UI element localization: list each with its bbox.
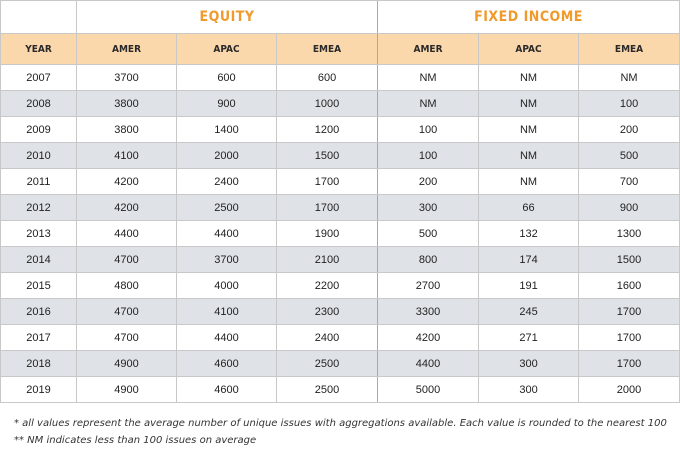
equity-apac-cell: 900 — [177, 91, 277, 117]
year-cell: 2011 — [1, 169, 77, 195]
table-row — [1, 65, 680, 91]
fi-emea-cell: 1600 — [579, 273, 680, 299]
column-header-year: YEAR — [1, 34, 77, 65]
year-cell: 2015 — [1, 273, 77, 299]
column-header-fi-amer: AMER — [378, 34, 479, 65]
equity-emea-cell: 2500 — [277, 351, 378, 377]
fi-amer-cell: 100 — [378, 117, 479, 143]
table-row — [1, 195, 680, 221]
fi-emea-cell: 1700 — [579, 351, 680, 377]
fi-amer-cell: NM — [378, 65, 479, 91]
equity-amer-cell: 4200 — [77, 169, 177, 195]
fi-amer-cell: 4400 — [378, 351, 479, 377]
fi-apac-cell: 66 — [479, 195, 579, 221]
group-header-row — [1, 1, 680, 34]
equity-amer-cell: 4700 — [77, 299, 177, 325]
table-row — [1, 273, 680, 299]
table-row — [1, 351, 680, 377]
year-cell: 2009 — [1, 117, 77, 143]
year-cell: 2017 — [1, 325, 77, 351]
fi-amer-cell: 200 — [378, 169, 479, 195]
year-cell: 2008 — [1, 91, 77, 117]
fi-apac-cell: 271 — [479, 325, 579, 351]
fi-emea-cell: 700 — [579, 169, 680, 195]
table-row — [1, 247, 680, 273]
equity-amer-cell: 3700 — [77, 65, 177, 91]
table-row — [1, 299, 680, 325]
fi-apac-cell: 300 — [479, 351, 579, 377]
column-header-fi-emea: EMEA — [579, 34, 680, 65]
fi-amer-cell: 2700 — [378, 273, 479, 299]
footnotes — [14, 415, 667, 449]
group-header-blank — [1, 1, 77, 34]
equity-amer-cell: 4700 — [77, 325, 177, 351]
fi-amer-cell: 100 — [378, 143, 479, 169]
equity-amer-cell: 3800 — [77, 117, 177, 143]
group-header-fixed-income: FIXED INCOME — [378, 1, 680, 34]
fi-apac-cell: NM — [479, 169, 579, 195]
fi-apac-cell: 132 — [479, 221, 579, 247]
equity-apac-cell: 4400 — [177, 325, 277, 351]
fi-emea-cell: 1700 — [579, 299, 680, 325]
table-row — [1, 91, 680, 117]
equity-apac-cell: 600 — [177, 65, 277, 91]
equity-emea-cell: 2500 — [277, 377, 378, 403]
year-cell: 2018 — [1, 351, 77, 377]
fi-emea-cell: 1700 — [579, 325, 680, 351]
equity-apac-cell: 3700 — [177, 247, 277, 273]
equity-emea-cell: 2100 — [277, 247, 378, 273]
equity-emea-cell: 600 — [277, 65, 378, 91]
equity-amer-cell: 4900 — [77, 351, 177, 377]
equity-apac-cell: 1400 — [177, 117, 277, 143]
fi-apac-cell: 300 — [479, 377, 579, 403]
equity-apac-cell: 2000 — [177, 143, 277, 169]
equity-emea-cell: 2400 — [277, 325, 378, 351]
year-cell: 2013 — [1, 221, 77, 247]
equity-amer-cell: 4700 — [77, 247, 177, 273]
fi-amer-cell: 3300 — [378, 299, 479, 325]
equity-amer-cell: 4800 — [77, 273, 177, 299]
equity-amer-cell: 4900 — [77, 377, 177, 403]
fi-emea-cell: 1500 — [579, 247, 680, 273]
fi-amer-cell: 4200 — [378, 325, 479, 351]
fi-amer-cell: 500 — [378, 221, 479, 247]
table-row — [1, 377, 680, 403]
table-row — [1, 221, 680, 247]
equity-emea-cell: 1200 — [277, 117, 378, 143]
fi-apac-cell: NM — [479, 65, 579, 91]
fi-apac-cell: NM — [479, 117, 579, 143]
year-cell: 2019 — [1, 377, 77, 403]
column-header-equity-emea: EMEA — [277, 34, 378, 65]
fi-amer-cell: 5000 — [378, 377, 479, 403]
equity-emea-cell: 2300 — [277, 299, 378, 325]
year-cell: 2012 — [1, 195, 77, 221]
table-row — [1, 117, 680, 143]
fi-emea-cell: 900 — [579, 195, 680, 221]
fi-apac-cell: 191 — [479, 273, 579, 299]
fi-emea-cell: 100 — [579, 91, 680, 117]
fi-apac-cell: 174 — [479, 247, 579, 273]
fi-emea-cell: 500 — [579, 143, 680, 169]
equity-emea-cell: 1700 — [277, 169, 378, 195]
equity-emea-cell: 1700 — [277, 195, 378, 221]
equity-amer-cell: 4100 — [77, 143, 177, 169]
fi-amer-cell: 800 — [378, 247, 479, 273]
fi-emea-cell: 200 — [579, 117, 680, 143]
fi-emea-cell: NM — [579, 65, 680, 91]
equity-apac-cell: 4100 — [177, 299, 277, 325]
footnote-nm: ** NM indicates less than 100 issues on average — [14, 435, 257, 446]
equity-apac-cell: 4000 — [177, 273, 277, 299]
column-header-fi-apac: APAC — [479, 34, 579, 65]
year-cell: 2014 — [1, 247, 77, 273]
fi-emea-cell: 1300 — [579, 221, 680, 247]
column-header-equity-apac: APAC — [177, 34, 277, 65]
equity-amer-cell: 3800 — [77, 91, 177, 117]
fi-emea-cell: 2000 — [579, 377, 680, 403]
footnote-aggregation: * all values represent the average number of unique issues with aggregations available. Each value is rounded to the nearest 100 — [14, 418, 667, 429]
fi-amer-cell: 300 — [378, 195, 479, 221]
equity-emea-cell: 2200 — [277, 273, 378, 299]
column-header-equity-amer: AMER — [77, 34, 177, 65]
fi-apac-cell: NM — [479, 91, 579, 117]
equity-amer-cell: 4400 — [77, 221, 177, 247]
table-row — [1, 325, 680, 351]
equity-apac-cell: 4400 — [177, 221, 277, 247]
table-row — [1, 143, 680, 169]
table-row — [1, 169, 680, 195]
fi-apac-cell: 245 — [479, 299, 579, 325]
equity-amer-cell: 4200 — [77, 195, 177, 221]
year-cell: 2010 — [1, 143, 77, 169]
column-header-row — [1, 34, 680, 65]
equity-apac-cell: 2400 — [177, 169, 277, 195]
fi-apac-cell: NM — [479, 143, 579, 169]
equity-apac-cell: 4600 — [177, 377, 277, 403]
fi-amer-cell: NM — [378, 91, 479, 117]
year-cell: 2016 — [1, 299, 77, 325]
equity-apac-cell: 2500 — [177, 195, 277, 221]
equity-emea-cell: 1500 — [277, 143, 378, 169]
equity-emea-cell: 1900 — [277, 221, 378, 247]
equity-apac-cell: 4600 — [177, 351, 277, 377]
equity-emea-cell: 1000 — [277, 91, 378, 117]
group-header-equity: EQUITY — [77, 1, 378, 34]
year-cell: 2007 — [1, 65, 77, 91]
